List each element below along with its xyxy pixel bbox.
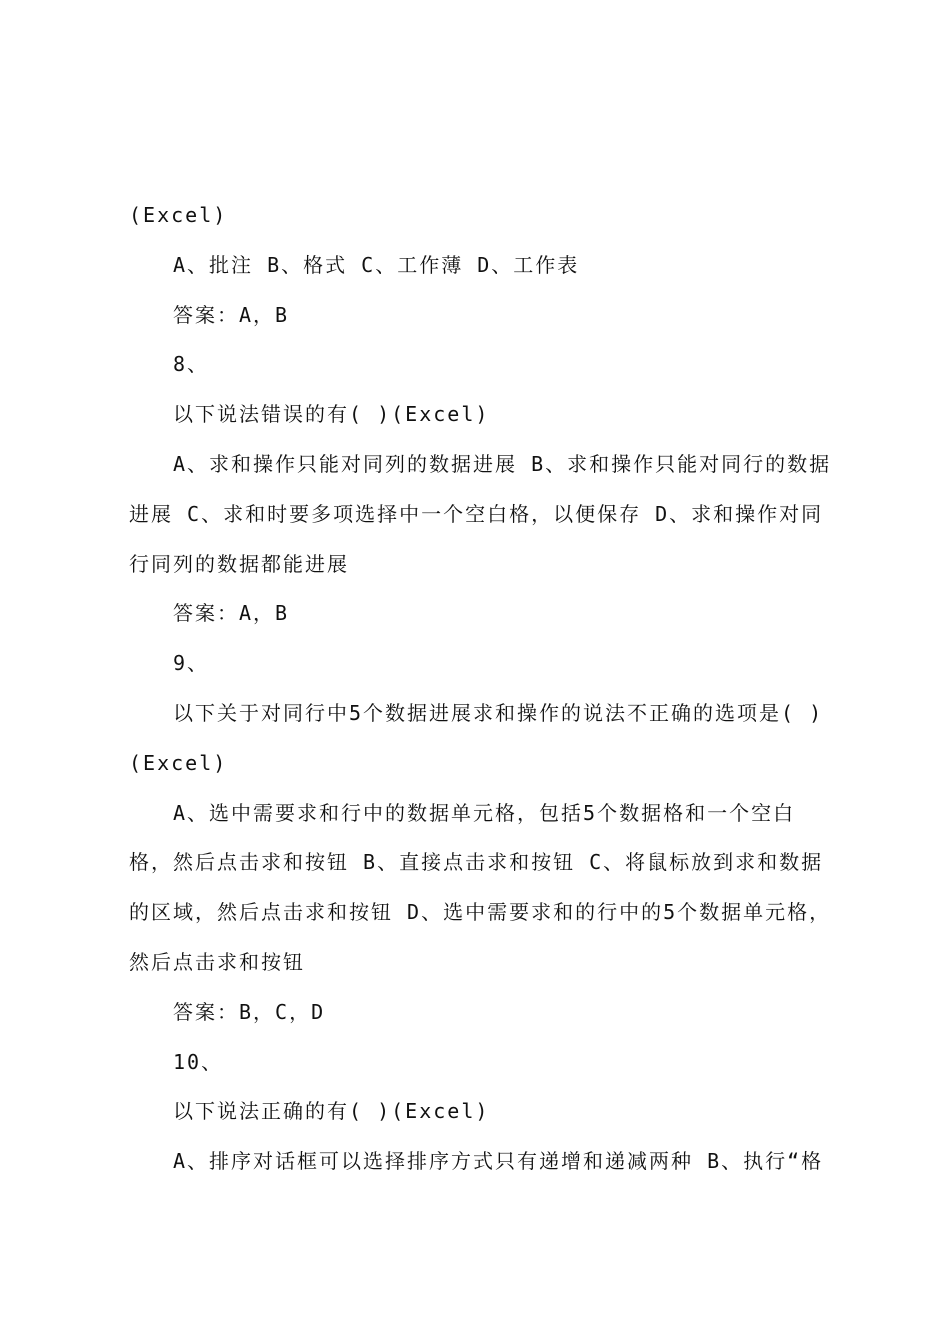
question-text: 以下关于对同行中5个数据进展求和操作的说法不正确的选项是( )(Excel) — [129, 700, 824, 775]
question-options: A、选中需要求和行中的数据单元格，包括5个数据格和一个空白格，然后点击求和按钮 B、直接点击求和按钮 C、将鼠标放到求和数据的区域，然后点击求和按钮 D、选中需要求和的行中的5个数据单元格，然后点击求和按钮 — [129, 800, 832, 974]
answer-line: 答案：A，B — [173, 302, 290, 327]
question-number: 10、 — [173, 1049, 224, 1074]
question-text: 以下说法正确的有( )(Excel) — [173, 1099, 490, 1124]
question-text: 以下说法错误的有( )(Excel) — [173, 402, 490, 427]
question-number: 8、 — [173, 352, 210, 377]
question-text-continuation: (Excel) — [129, 203, 228, 227]
question-options: A、求和操作只能对同列的数据进展 B、求和操作只能对同行的数据进展 C、求和时要多项选择中一个空白格，以便保存 D、求和操作对同行同列的数据都能进展 — [129, 451, 832, 576]
question-number: 9、 — [173, 651, 210, 676]
answer-line: 答案：B，C，D — [173, 999, 326, 1024]
question-options: A、排序对话框可以选择排序方式只有递增和递减两种 B、执行“格 — [173, 1149, 824, 1174]
question-options: A、批注 B、格式 C、工作薄 D、工作表 — [173, 252, 580, 277]
answer-line: 答案：A，B — [173, 601, 290, 626]
